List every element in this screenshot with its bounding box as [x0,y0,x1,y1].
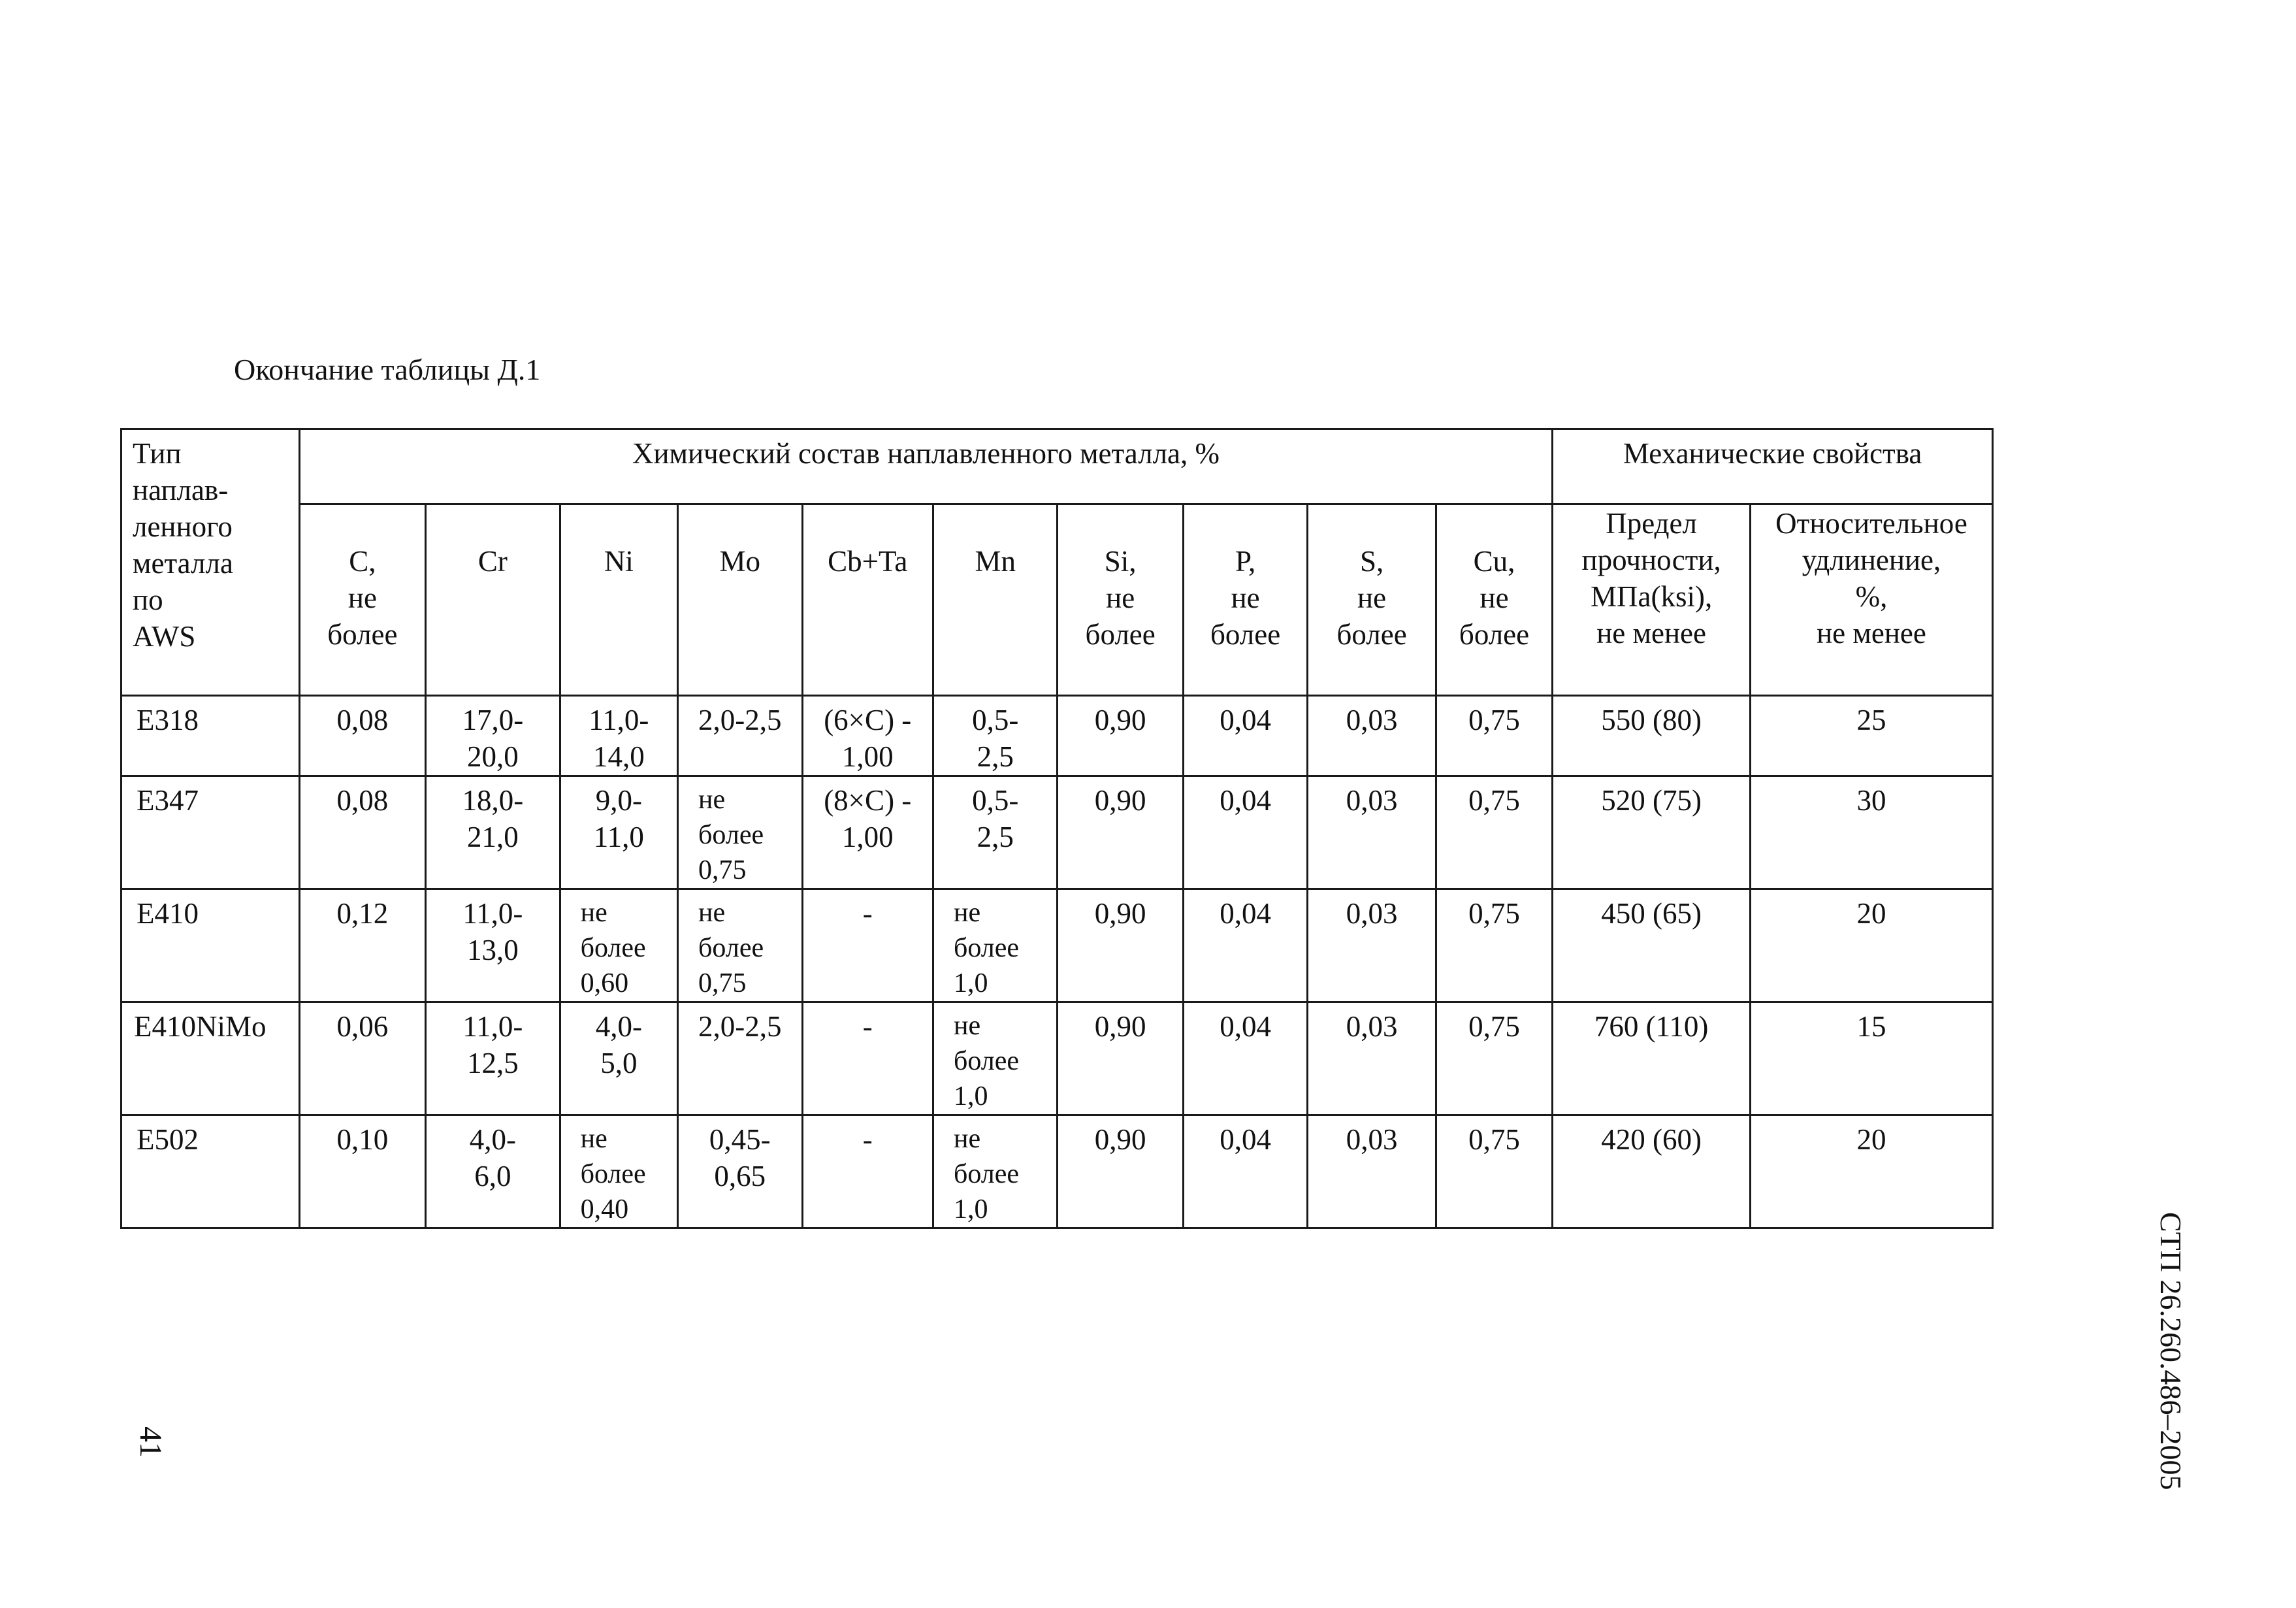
header-col-ni: Ni [560,504,677,696]
header-col-p: P, не более [1183,504,1307,696]
header-col-cbta: Cb+Ta [802,504,933,696]
cell-s: 0,03 [1308,696,1436,776]
header-row-1 [121,429,1993,504]
header-col-cr: Cr [426,504,560,696]
page-number: 41 [133,1426,168,1458]
header-mech-title: Механические свойства [1553,429,1993,504]
cell-cbta: (8×C) - 1,00 [802,776,933,889]
cell-cbta: - [802,1115,933,1228]
cell-si: 0,90 [1058,776,1183,889]
cell-mn: не более 1,0 [933,1002,1057,1115]
cell-cu: 0,75 [1436,776,1552,889]
cell-c: 0,12 [299,889,425,1002]
table-caption: Окончание таблицы Д.1 [234,353,541,386]
cell-mn: не более 1,0 [933,1115,1057,1228]
cell-strength: 450 (65) [1553,889,1751,1002]
cell-mn: не более 1,0 [933,889,1057,1002]
table-row [121,1115,1993,1228]
cell-elong: 25 [1750,696,1992,776]
cell-s: 0,03 [1308,1002,1436,1115]
cell-mo: 0,45- 0,65 [678,1115,802,1228]
cell-cu: 0,75 [1436,696,1552,776]
cell-ni: 9,0- 11,0 [560,776,677,889]
cell-elong: 30 [1750,776,1992,889]
cell-type: E410NiMo [121,1002,300,1115]
composition-table [120,428,1994,1229]
header-type-text: Тип наплав- ленного металла по AWS [133,437,233,653]
cell-strength: 550 (80) [1553,696,1751,776]
cell-s: 0,03 [1308,776,1436,889]
cell-cr: 17,0- 20,0 [426,696,560,776]
header-col-strength: Предел прочности, МПа(ksi), не менее [1553,504,1751,696]
cell-strength: 520 (75) [1553,776,1751,889]
cell-cr: 18,0- 21,0 [426,776,560,889]
header-type [121,429,300,696]
cell-cr: 4,0- 6,0 [426,1115,560,1228]
cell-mo: не более 0,75 [678,889,802,1002]
cell-cu: 0,75 [1436,889,1552,1002]
cell-elong: 20 [1750,1115,1992,1228]
cell-s: 0,03 [1308,889,1436,1002]
table-row [121,696,1993,776]
cell-type: E318 [121,696,300,776]
cell-cu: 0,75 [1436,1115,1552,1228]
cell-elong: 15 [1750,1002,1992,1115]
cell-type: E347 [121,776,300,889]
cell-type: E502 [121,1115,300,1228]
cell-cbta: - [802,1002,933,1115]
header-chem-title: Химический состав наплавленного металла, % [299,429,1553,504]
cell-mo: 2,0-2,5 [678,696,802,776]
cell-mn: 0,5- 2,5 [933,776,1057,889]
cell-mn: 0,5- 2,5 [933,696,1057,776]
cell-cr: 11,0- 12,5 [426,1002,560,1115]
cell-p: 0,04 [1183,696,1307,776]
table-row [121,776,1993,889]
cell-si: 0,90 [1058,696,1183,776]
cell-mo: не более 0,75 [678,776,802,889]
cell-p: 0,04 [1183,1002,1307,1115]
cell-strength: 760 (110) [1553,1002,1751,1115]
cell-elong: 20 [1750,889,1992,1002]
cell-mo: 2,0-2,5 [678,1002,802,1115]
cell-cu: 0,75 [1436,1002,1552,1115]
table-row [121,889,1993,1002]
cell-si: 0,90 [1058,889,1183,1002]
cell-si: 0,90 [1058,1115,1183,1228]
cell-p: 0,04 [1183,776,1307,889]
header-col-mo: Mo [678,504,802,696]
cell-p: 0,04 [1183,889,1307,1002]
cell-ni: 4,0- 5,0 [560,1002,677,1115]
header-col-c: C, не более [299,504,425,696]
cell-c: 0,08 [299,696,425,776]
cell-c: 0,10 [299,1115,425,1228]
header-row-2 [121,504,1993,696]
cell-type: E410 [121,889,300,1002]
header-col-s: S, не более [1308,504,1436,696]
cell-p: 0,04 [1183,1115,1307,1228]
cell-ni: не более 0,40 [560,1115,677,1228]
header-col-cu: Cu, не более [1436,504,1552,696]
cell-strength: 420 (60) [1553,1115,1751,1228]
header-col-mn: Mn [933,504,1057,696]
header-col-si: Si, не более [1058,504,1183,696]
cell-c: 0,08 [299,776,425,889]
cell-cbta: (6×C) - 1,00 [802,696,933,776]
header-col-elongation: Относительное удлинение, %, не менее [1750,504,1992,696]
cell-ni: не более 0,60 [560,889,677,1002]
cell-c: 0,06 [299,1002,425,1115]
cell-cr: 11,0- 13,0 [426,889,560,1002]
document-code-stamp: СТП 26.260.486–2005 [2154,1212,2188,1490]
table-row [121,1002,1993,1115]
cell-si: 0,90 [1058,1002,1183,1115]
cell-ni: 11,0- 14,0 [560,696,677,776]
cell-cbta: - [802,889,933,1002]
cell-s: 0,03 [1308,1115,1436,1228]
